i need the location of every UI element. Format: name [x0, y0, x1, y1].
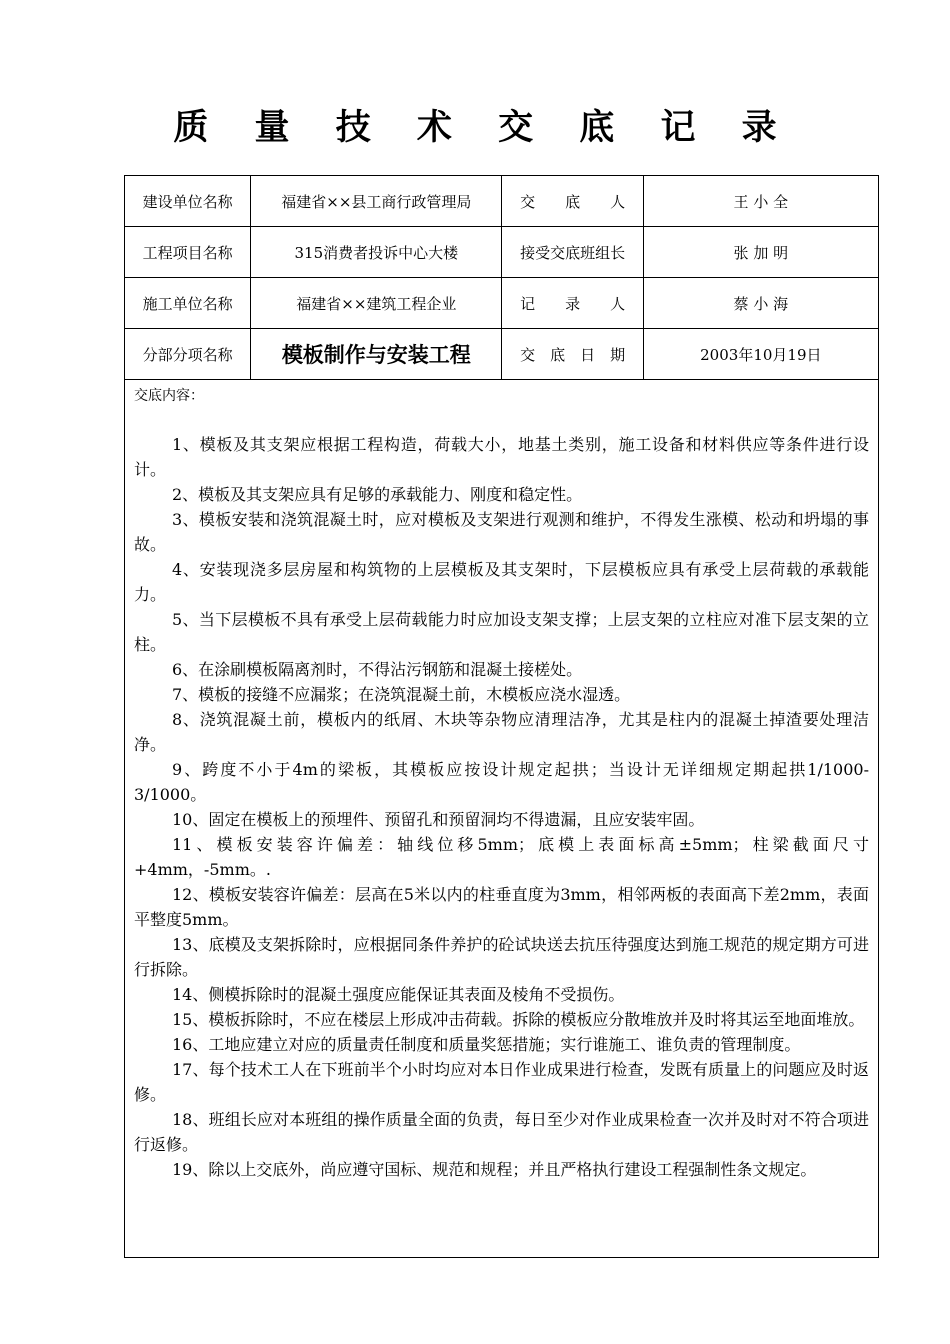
- table-row: [125, 278, 879, 329]
- project-name-label: 工程项目名称: [125, 227, 251, 278]
- date-label: 交 底 日 期: [502, 329, 643, 380]
- briefer-value: 王 小 全: [643, 176, 878, 227]
- list-item: 11、模板安装容许偏差：轴线位移5mm；底模上表面标高±5mm；柱梁截面尺寸+4mm，-5mm。.: [134, 835, 869, 879]
- header-info-table: [124, 175, 879, 380]
- briefing-items-list: [134, 432, 869, 1182]
- briefer-label: 交 底 人: [502, 176, 643, 227]
- list-item: 8、浇筑混凝土前，模板内的纸屑、木块等杂物应清理洁净，尤其是柱内的混凝土掉渣要处理洁净。: [134, 710, 869, 754]
- recorder-label: 记 录 人: [502, 278, 643, 329]
- list-item: 4、安装现浇多层房屋和构筑物的上层模板及其支架时，下层模板应具有承受上层荷载的承载能力。: [134, 560, 869, 604]
- list-item: 14、侧模拆除时的混凝土强度应能保证其表面及棱角不受损伤。: [172, 985, 625, 1004]
- list-item: 16、工地应建立对应的质量责任制度和质量奖惩措施；实行谁施工、谁负责的管理制度。: [172, 1035, 801, 1054]
- recorder-value: 蔡 小 海: [643, 278, 878, 329]
- list-item: 2、模板及其支架应具有足够的承载能力、刚度和稳定性。: [172, 485, 583, 504]
- contractor-value: 福建省××建筑工程企业: [251, 278, 502, 329]
- project-name-value: 315消费者投诉中心大楼: [251, 227, 502, 278]
- list-item: 17、每个技术工人在下班前半个小时均应对本日作业成果进行检查，发既有质量上的问题应及时返修。: [134, 1060, 869, 1104]
- list-item: 3、模板安装和浇筑混凝土时，应对模板及支架进行观测和维护，不得发生涨模、松动和坍塌的事故。: [134, 510, 869, 554]
- construction-unit-value: 福建省××县工商行政管理局: [251, 176, 502, 227]
- list-item: 7、模板的接缝不应漏浆；在浇筑混凝土前，木模板应浇水湿透。: [172, 685, 631, 704]
- briefing-content: [124, 380, 879, 1258]
- list-item: 18、班组长应对本班组的操作质量全面的负责，每日至少对作业成果检查一次并及时对不符合项进行返修。: [134, 1110, 869, 1154]
- list-item: 10、固定在模板上的预埋件、预留孔和预留洞均不得遗漏，且应安装牢固。: [172, 810, 705, 829]
- date-value: 2003年10月19日: [643, 329, 878, 380]
- list-item: 12、模板安装容许偏差：层高在5米以内的柱垂直度为3mm，相邻两板的表面高下差2mm，表面平整度5mm。: [134, 885, 869, 929]
- list-item: 15、模板拆除时，不应在楼层上形成冲击荷载。拆除的模板应分散堆放并及时将其运至地面堆放。: [172, 1010, 865, 1029]
- subproject-label: 分部分项名称: [125, 329, 251, 380]
- subproject-value: 模板制作与安装工程: [251, 329, 502, 380]
- table-row: [125, 227, 879, 278]
- table-row: [125, 176, 879, 227]
- table-row: [125, 329, 879, 380]
- list-item: 19、除以上交底外，尚应遵守国标、规范和规程；并且严格执行建设工程强制性条文规定。: [172, 1160, 817, 1179]
- contractor-label: 施工单位名称: [125, 278, 251, 329]
- list-item: 6、在涂刷模板隔离剂时，不得沾污钢筋和混凝土接槎处。: [172, 660, 583, 679]
- team-leader-label: 接受交底班组长: [502, 227, 643, 278]
- team-leader-value: 张 加 明: [643, 227, 878, 278]
- content-label: 交底内容：: [134, 388, 204, 404]
- list-item: 13、底模及支架拆除时，应根据同条件养护的砼试块送去抗压待强度达到施工规范的规定期方可进行拆除。: [134, 935, 869, 979]
- list-item: 1、模板及其支架应根据工程构造，荷载大小，地基土类别，施工设备和材料供应等条件进行设计。: [134, 435, 869, 479]
- construction-unit-label: 建设单位名称: [125, 176, 251, 227]
- list-item: 5、当下层模板不具有承受上层荷载能力时应加设支架支撑；上层支架的立柱应对准下层支架的立柱。: [134, 610, 869, 654]
- document-title: 质 量 技 术 交 底 记 录: [173, 108, 794, 148]
- list-item: 9、跨度不小于4m的梁板，其模板应按设计规定起拱；当设计无详细规定期起拱1/1000-3/1000。: [134, 760, 869, 804]
